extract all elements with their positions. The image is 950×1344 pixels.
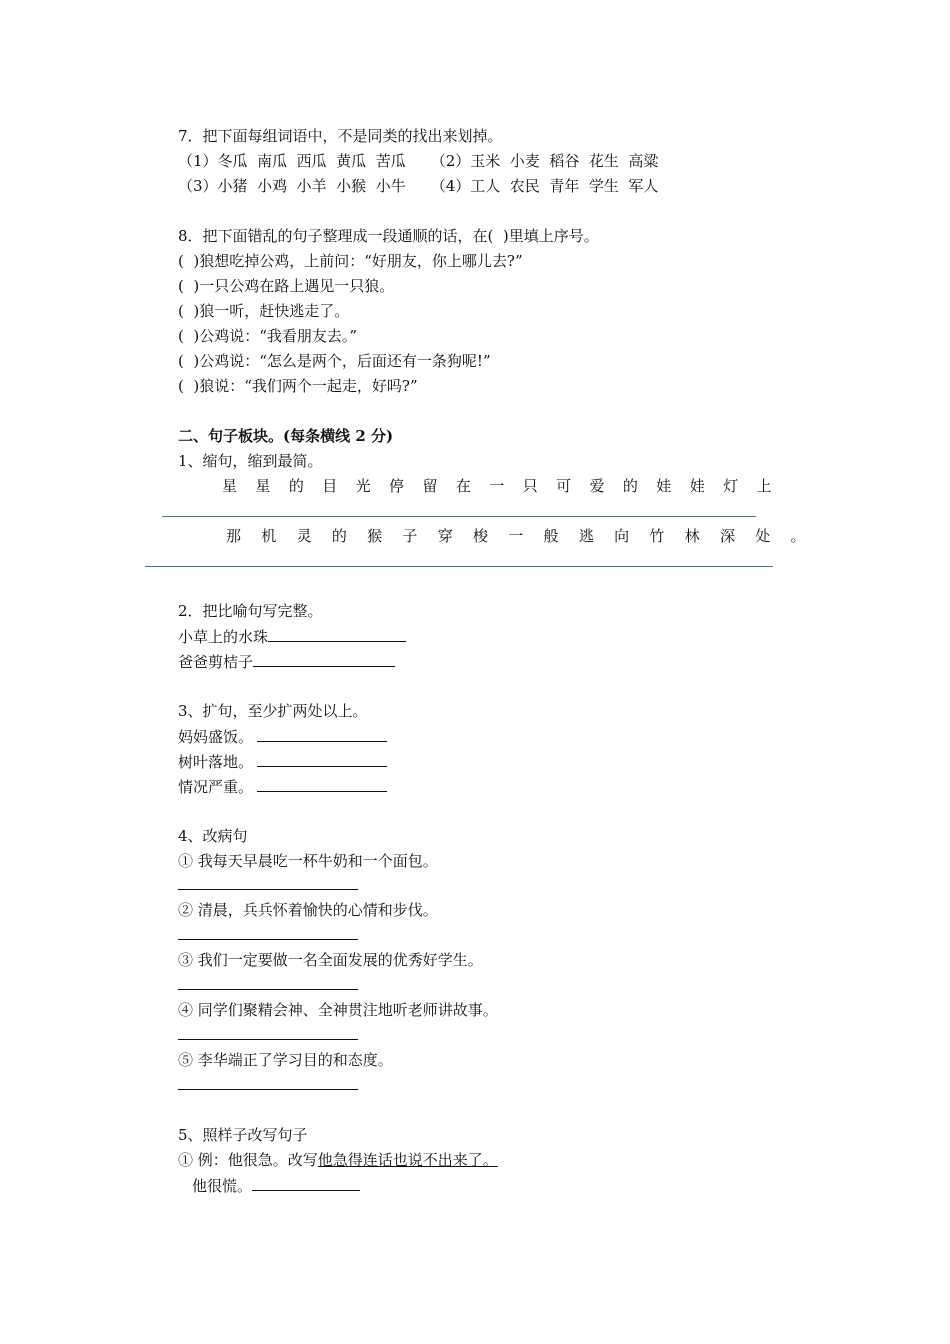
sentence-char: 处 (755, 527, 771, 545)
s2-q4-item: ① 我每天早晨吃一杯牛奶和一个面包。 (178, 852, 438, 870)
sentence-char: 。 (790, 527, 806, 545)
q7-row-1: （1）冬瓜 南瓜 西瓜 黄瓜 苦瓜 （2）玉米 小麦 稻谷 花生 高粱 (178, 152, 659, 170)
sentence-char: 爱 (589, 477, 605, 495)
answer-blank[interactable] (268, 626, 406, 642)
s2-q3-title: 3、扩句，至少扩两处以上。 (178, 702, 368, 720)
s2-q5-item[interactable]: 他很慌。 (192, 1175, 360, 1196)
q7-row-2: （3）小猪 小鸡 小羊 小猴 小牛 （4）工人 农民 青年 学生 军人 (178, 177, 659, 195)
q8-sentence: ( )狼一听，赶快逃走了。 (178, 302, 350, 320)
answer-line[interactable] (178, 1089, 358, 1090)
sentence-char: 星 (222, 477, 238, 495)
sentence-char: 般 (543, 527, 559, 545)
sentence-char: 一 (489, 477, 505, 495)
sentence-char: 娃 (689, 477, 705, 495)
s2-q4-item: ④ 同学们聚精会神、全神贯注地听老师讲故事。 (178, 1001, 498, 1019)
sentence-char: 停 (389, 477, 405, 495)
sentence-char: 逃 (578, 527, 594, 545)
sentence-char: 猴 (367, 527, 383, 545)
sentence-char: 在 (455, 477, 471, 495)
q8-sentence: ( )公鸡说：“怎么是两个，后面还有一条狗呢!” (178, 352, 491, 370)
q7-title: 7．把下面每组词语中，不是同类的找出来划掉。 (178, 127, 503, 145)
sentence-char: 梭 (472, 527, 488, 545)
answer-rule (162, 516, 756, 517)
answer-rule (145, 566, 773, 567)
answer-line[interactable] (178, 889, 358, 890)
answer-line[interactable] (178, 989, 358, 990)
answer-line[interactable] (178, 1039, 358, 1040)
s2-q4-item: ⑤ 李华端正了学习目的和态度。 (178, 1051, 393, 1069)
s2-q4-title: 4、改病句 (178, 827, 248, 845)
answer-line[interactable] (178, 939, 358, 940)
sentence-char: 向 (614, 527, 630, 545)
sentence-char: 子 (402, 527, 418, 545)
s2-q2-item[interactable]: 小草上的水珠 (178, 626, 406, 647)
s2-q1-sentence-1 (222, 476, 790, 496)
answer-blank[interactable] (252, 1175, 360, 1191)
s2-q4-item: ② 清晨，兵兵怀着愉快的心情和步伐。 (178, 901, 438, 919)
answer-blank[interactable] (257, 726, 387, 742)
answer-blank[interactable] (253, 651, 395, 667)
section-2-heading: 二、句子板块。(每条横线 2 分) (178, 427, 394, 445)
sentence-char: 可 (556, 477, 572, 495)
s2-q1-title: 1、缩句，缩到最简。 (178, 452, 323, 470)
sentence-char: 的 (622, 477, 638, 495)
q8-sentence: ( )狼说：“我们两个一起走，好吗?” (178, 377, 418, 395)
sentence-char: 那 (226, 527, 242, 545)
sentence-char: 光 (355, 477, 371, 495)
s2-q5-title: 5、照样子改写句子 (178, 1126, 308, 1144)
sentence-char: 留 (422, 477, 438, 495)
sentence-char: 上 (756, 477, 772, 495)
sentence-char: 灵 (296, 527, 312, 545)
answer-blank[interactable] (257, 776, 387, 792)
sentence-char: 娃 (656, 477, 672, 495)
answer-blank[interactable] (257, 751, 387, 767)
sentence-char: 穿 (437, 527, 453, 545)
s2-q1-sentence-2 (226, 526, 826, 546)
q8-sentence: ( )公鸡说：“我看朋友去。” (178, 327, 358, 345)
q8-title: 8．把下面错乱的句子整理成一段通顺的话，在( )里填上序号。 (178, 227, 599, 245)
sentence-char: 深 (719, 527, 735, 545)
s2-q2-title: 2．把比喻句写完整。 (178, 602, 323, 620)
s2-q3-item[interactable]: 情况严重。 (178, 776, 387, 797)
sentence-char: 灯 (723, 477, 739, 495)
sentence-char: 目 (322, 477, 338, 495)
q8-sentence: ( )狼想吃掉公鸡，上前问：“好朋友，你上哪儿去?” (178, 252, 523, 270)
sentence-char: 只 (522, 477, 538, 495)
q8-sentence: ( )一只公鸡在路上遇见一只狼。 (178, 277, 395, 295)
s2-q4-item: ③ 我们一定要做一名全面发展的优秀好学生。 (178, 951, 483, 969)
sentence-char: 机 (261, 527, 277, 545)
s2-q2-item[interactable]: 爸爸剪桔子 (178, 651, 395, 672)
sentence-char: 一 (508, 527, 524, 545)
sentence-char: 的 (331, 527, 347, 545)
sentence-char: 的 (288, 477, 304, 495)
sentence-char: 竹 (649, 527, 665, 545)
s2-q5-example: ① 例：他很急。改写他急得连话也说不出来了。 (178, 1151, 498, 1169)
sentence-char: 星 (255, 477, 271, 495)
s2-q3-item[interactable]: 妈妈盛饭。 (178, 726, 387, 747)
sentence-char: 林 (684, 527, 700, 545)
s2-q3-item[interactable]: 树叶落地。 (178, 751, 387, 772)
